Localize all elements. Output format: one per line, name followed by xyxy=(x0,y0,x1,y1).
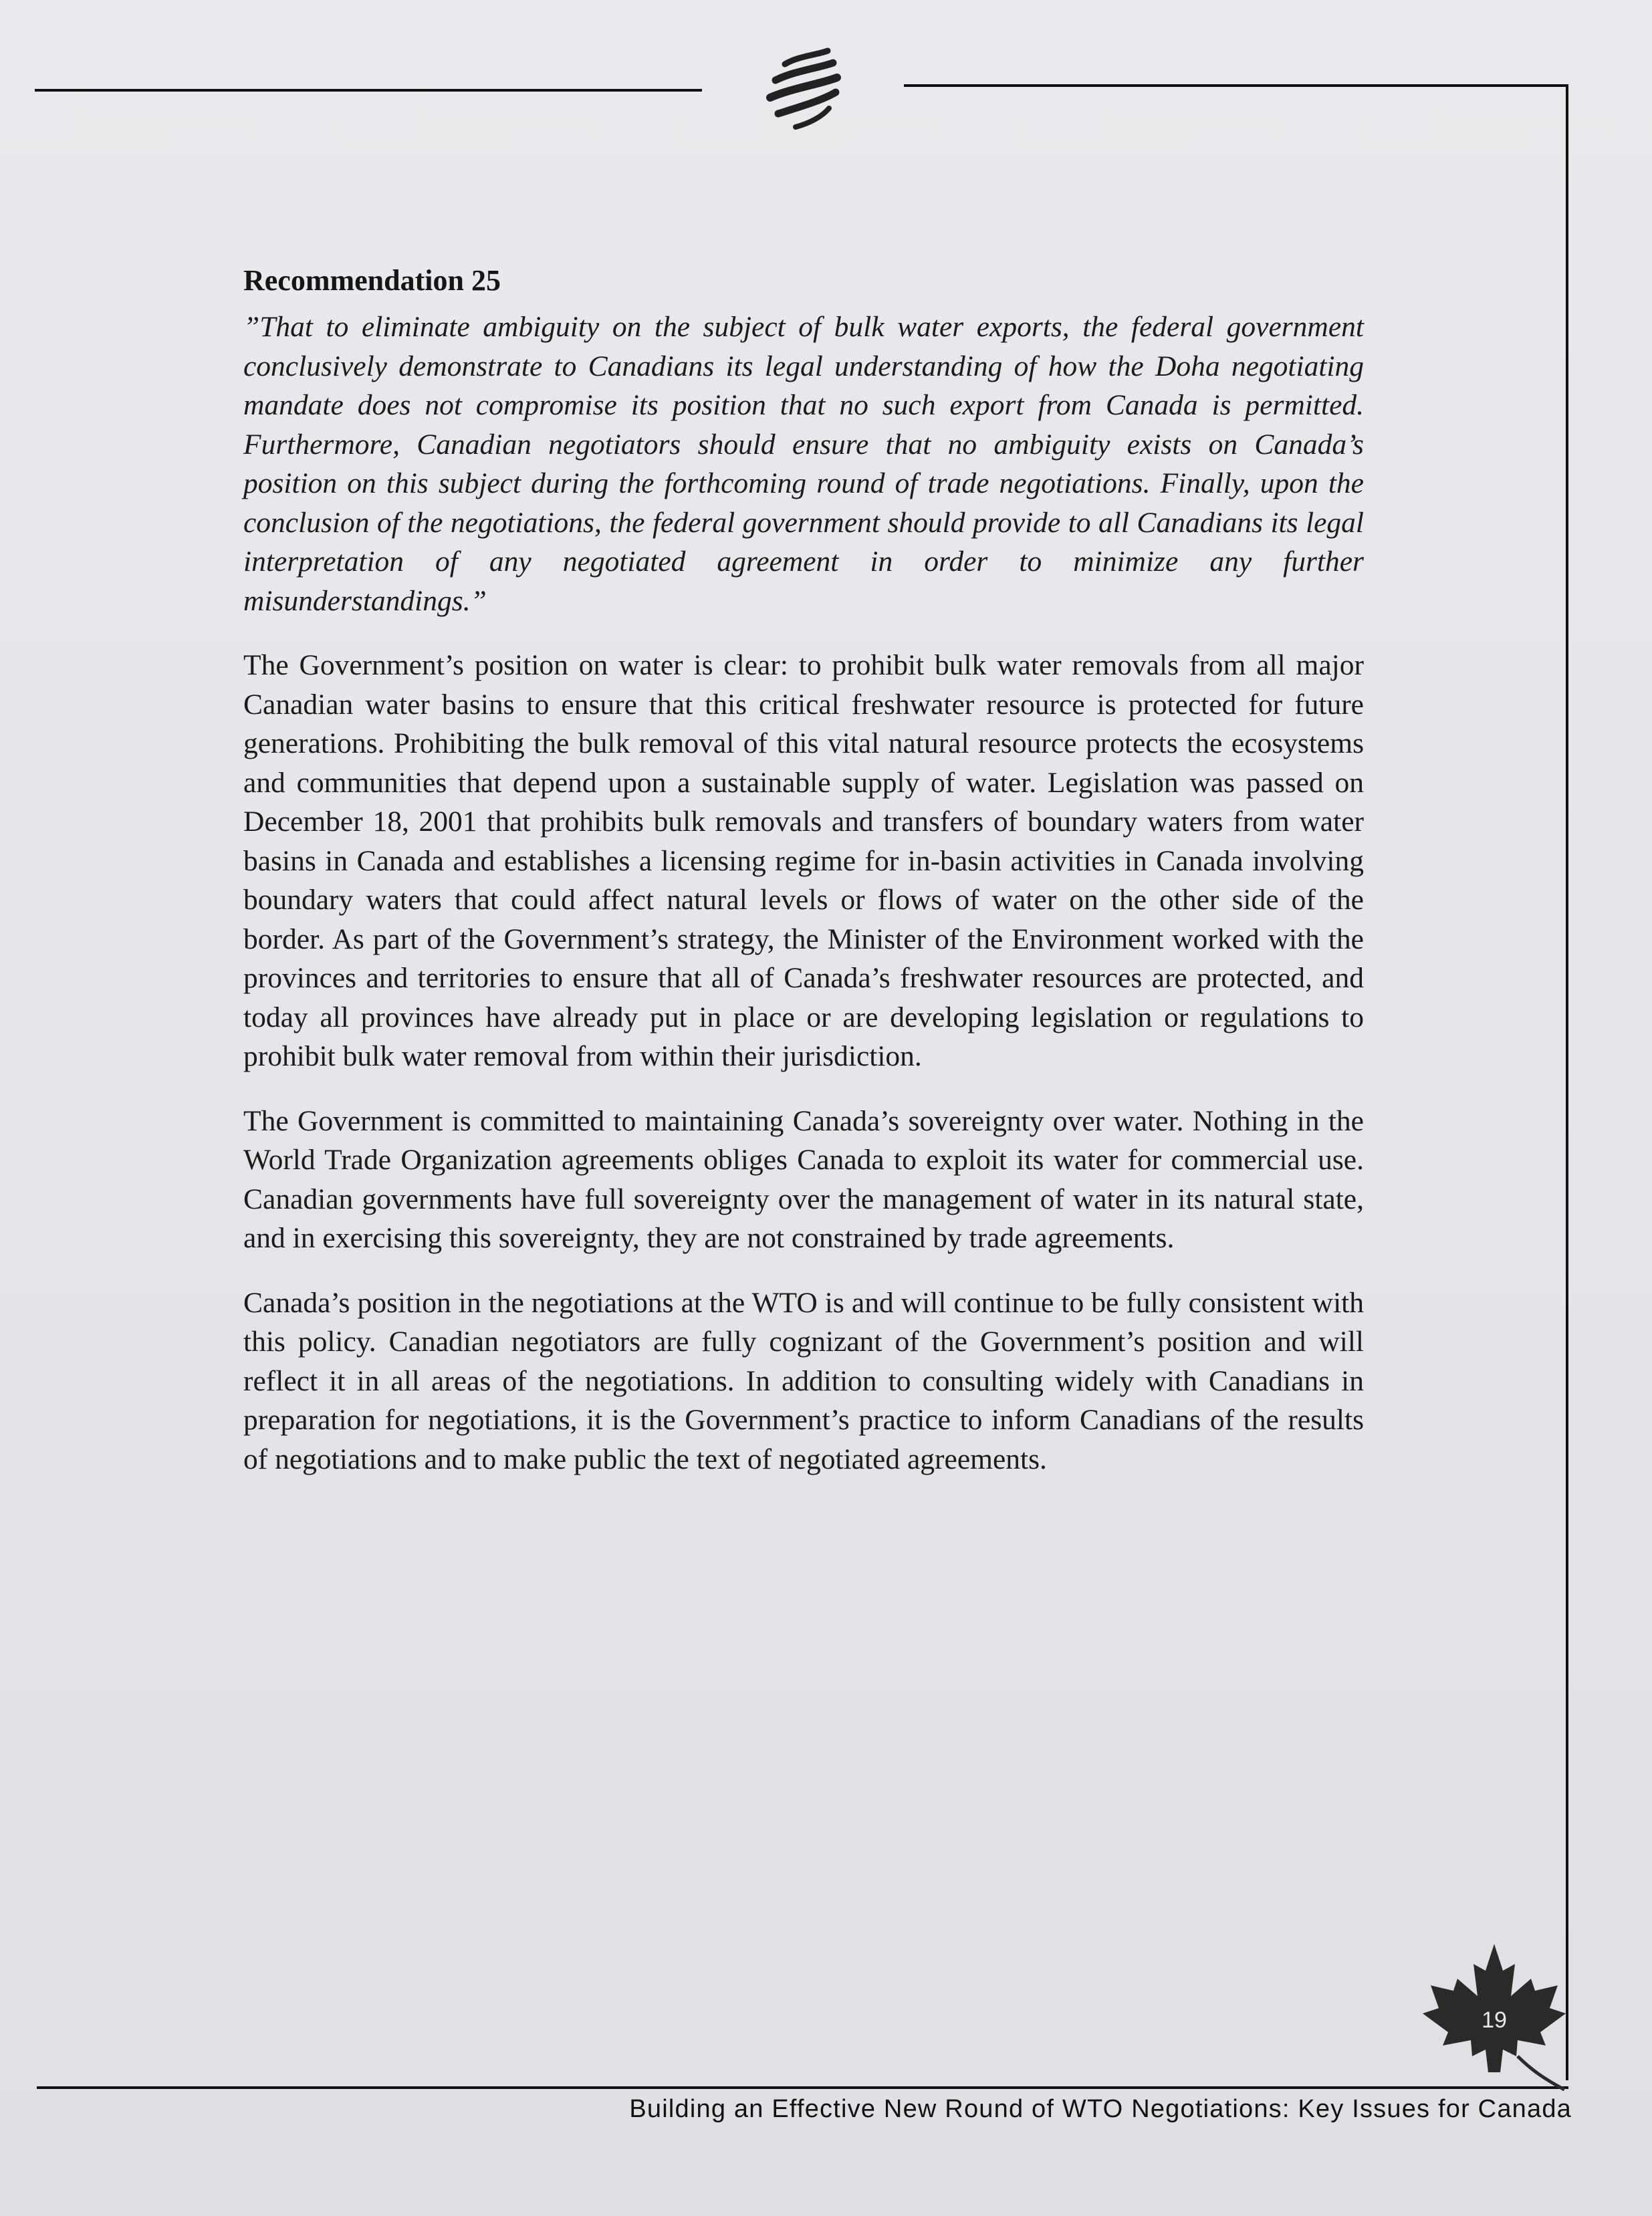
main-content xyxy=(243,261,1364,1504)
footer-title: Building an Effective New Round of WTO Negotiations: Key Issues for Canada xyxy=(629,2095,1572,2123)
response-paragraph-3: Canada’s position in the negotiations at the WTO is and will continue to be fully consistent with this policy. Canadian negotiators are fully cognizant of the Government’s position and will reflect it in all areas of the negotiations. In addition to consulting widely with Canadians in preparation for negotiations, it is the Government’s practice to inform Canadians of the results of negotiations and to make public the text of negotiated agreements. xyxy=(243,1286,1364,1475)
header-rule-left xyxy=(35,89,702,92)
recommendation-quote: ”That to eliminate ambiguity on the subject of bulk water exports, the federal government conclusively demonstrate to Canadians its legal understanding of how the Doha negotiating mandate does not compromise its position that no such export from Canada is permitted. Furthermore, Canadian negotiators should ensure that no ambiguity exists on Canada’s position on this subject during the forthcoming round of trade negotiations. Finally, upon the conclusion of the negotiations, the federal government should provide to all Canadians its legal interpretation of any negotiated agreement in order to minimize any further misunderstandings.” xyxy=(243,311,1364,617)
footer-rule xyxy=(37,2086,1568,2089)
response-paragraph-1: The Government’s position on water is clear: to prohibit bulk water removals from all major Canadian water basins to ensure that this critical freshwater resource is protected for future generations. Prohibiting the bulk removal of this vital natural resource protects the ecosystems and communities that depend upon a sustainable supply of water. Legislation was passed on December 18, 2001 that prohibits bulk removals and transfers of boundary waters from water basins in Canada and establishes a licensing regime for in-basin activities in Canada involving boundary waters that could affect natural levels or flows of water on the other side of the border. As part of the Government’s strategy, the Minister of the Environment worked with the provinces and territories to ensure that all of Canada’s freshwater resources are protected, and today all provinces have already put in place or are developing legislation or regulations to prohibit bulk water removal from within their jurisdiction. xyxy=(243,649,1364,1072)
page-number: 19 xyxy=(1482,2007,1507,2033)
response-paragraph-2: The Government is committed to maintaining Canada’s sovereignty over water. Nothing in the World Trade Organization agreements obliges Canada to exploit its water for commercial use. Canadian governments have full sovereignty over the management of water in its natural state, and in exercising this sovereignty, they are not constrained by trade agreements. xyxy=(243,1104,1364,1254)
header-rule-right xyxy=(904,84,1568,87)
wto-logo-icon xyxy=(743,41,857,142)
recommendation-heading: Recommendation 25 xyxy=(243,264,501,297)
frame-rule-right xyxy=(1566,84,1568,2080)
